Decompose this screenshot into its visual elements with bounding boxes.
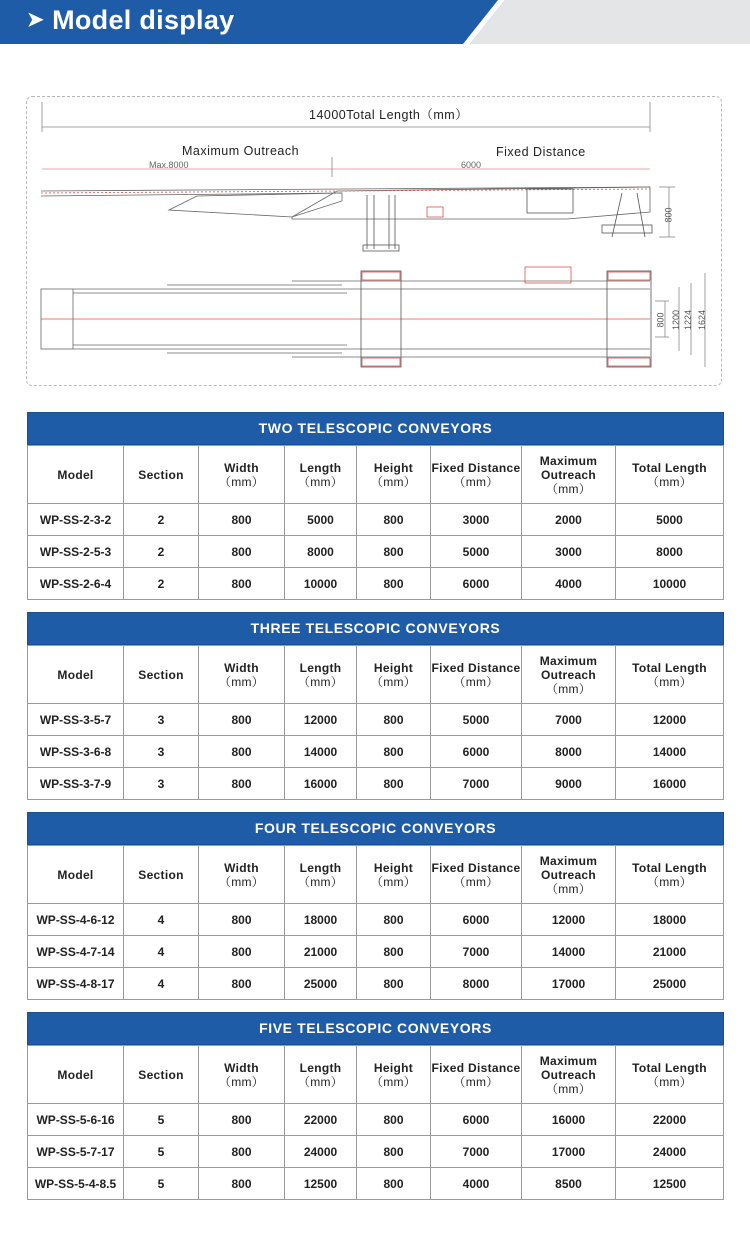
column-header-label: Length [299, 860, 342, 875]
column-header-label: Total Length [632, 460, 707, 475]
column-header [522, 446, 616, 504]
column-header-label: Length [299, 660, 342, 675]
table-cell: 800 [199, 704, 285, 736]
column-header-unit: （mm） [646, 474, 693, 489]
table-row [28, 904, 724, 936]
page-title-text: Model display [52, 5, 235, 35]
table-row [28, 768, 724, 800]
table-cell: 8500 [522, 1168, 616, 1200]
table-cell: 800 [357, 904, 431, 936]
section-header [0, 0, 750, 44]
table-cell: 800 [199, 968, 285, 1000]
column-header-unit: （mm） [218, 874, 265, 889]
max-outreach-label: Maximum Outreach [182, 144, 300, 158]
column-header [431, 446, 522, 504]
table-row [28, 936, 724, 968]
table-cell: 2 [124, 568, 199, 600]
model-cell: WP-SS-4-8-17 [28, 968, 124, 1000]
table-cell: 7000 [522, 704, 616, 736]
chevron-right-icon: ➤ [27, 9, 45, 31]
column-header-label: Model [57, 467, 94, 482]
model-cell: WP-SS-5-6-16 [28, 1104, 124, 1136]
column-header [199, 1046, 285, 1104]
column-header [522, 1046, 616, 1104]
column-header-unit: （mm） [297, 1074, 344, 1089]
table-cell: 800 [357, 568, 431, 600]
table-header-row [28, 846, 724, 904]
column-header [431, 646, 522, 704]
table-cell: 3 [124, 736, 199, 768]
table-cell: 5000 [616, 504, 724, 536]
model-cell: WP-SS-2-5-3 [28, 536, 124, 568]
column-header [199, 846, 285, 904]
column-header-label: Length [299, 460, 342, 475]
table-cell: 4 [124, 968, 199, 1000]
table-cell: 24000 [285, 1136, 357, 1168]
table-cell: 800 [199, 904, 285, 936]
table-cell: 12000 [522, 904, 616, 936]
table-cell: 8000 [522, 736, 616, 768]
table-cell: 800 [199, 536, 285, 568]
table-header-row [28, 646, 724, 704]
column-header-label: Maximum Outreach [539, 1053, 598, 1082]
table-cell: 6000 [431, 904, 522, 936]
column-header-label: Section [138, 1067, 184, 1082]
column-header-label: Section [138, 467, 184, 482]
column-header [522, 846, 616, 904]
column-header-label: Width [224, 660, 259, 675]
column-header-label: Height [373, 460, 414, 475]
column-header-label: Maximum Outreach [539, 453, 598, 482]
table-cell: 25000 [285, 968, 357, 1000]
table-cell: 14000 [285, 736, 357, 768]
table-cell: 3 [124, 768, 199, 800]
column-header-unit: （mm） [453, 874, 499, 889]
column-header [616, 446, 724, 504]
column-header-label: Width [224, 1060, 259, 1075]
column-header-label: Width [224, 860, 259, 875]
plan-dim-1224: 1224 [683, 309, 694, 331]
column-header-unit: （mm） [370, 1074, 417, 1089]
table-cell: 5 [124, 1168, 199, 1200]
table-cell: 17000 [522, 1136, 616, 1168]
table-cell: 12000 [616, 704, 724, 736]
table-cell: 16000 [616, 768, 724, 800]
table-cell: 800 [357, 1168, 431, 1200]
table-cell: 4 [124, 904, 199, 936]
column-header [124, 646, 199, 704]
column-header [285, 1046, 357, 1104]
table-row [28, 568, 724, 600]
table-cell: 800 [357, 504, 431, 536]
table-cell: 22000 [616, 1104, 724, 1136]
column-header-unit: （mm） [545, 481, 592, 496]
column-header-label: Total Length [632, 1060, 707, 1075]
column-header [522, 646, 616, 704]
conveyor-drawing [26, 96, 722, 386]
table-cell: 5 [124, 1104, 199, 1136]
column-header [431, 1046, 522, 1104]
table-cell: 800 [199, 568, 285, 600]
column-header-unit: （mm） [218, 1074, 265, 1089]
table-title: THREE TELESCOPIC CONVEYORS [27, 612, 724, 645]
model-cell: WP-SS-3-5-7 [28, 704, 124, 736]
fixed-distance-label: Fixed Distance [496, 145, 586, 159]
table-row [28, 704, 724, 736]
spec-table-three [27, 612, 724, 800]
table-cell: 5000 [431, 704, 522, 736]
column-header-unit: （mm） [646, 1074, 693, 1089]
column-header-unit: （mm） [370, 474, 417, 489]
plan-dim-800: 800 [655, 312, 666, 328]
table-cell: 25000 [616, 968, 724, 1000]
column-header [285, 446, 357, 504]
conveyor-diagram [27, 97, 723, 387]
table-cell: 8000 [616, 536, 724, 568]
table-cell: 21000 [285, 936, 357, 968]
table-cell: 9000 [522, 768, 616, 800]
column-header-label: Maximum Outreach [539, 653, 598, 682]
column-header [124, 1046, 199, 1104]
column-header-unit: （mm） [218, 474, 265, 489]
column-header-label: Total Length [632, 660, 707, 675]
column-header-label: Maximum Outreach [539, 853, 598, 882]
table-cell: 16000 [522, 1104, 616, 1136]
column-header-unit: （mm） [297, 674, 344, 689]
model-cell: WP-SS-3-6-8 [28, 736, 124, 768]
table-cell: 10000 [285, 568, 357, 600]
table-cell: 800 [357, 704, 431, 736]
table-row [28, 536, 724, 568]
column-header-label: Width [224, 460, 259, 475]
model-cell: WP-SS-5-7-17 [28, 1136, 124, 1168]
column-header-unit: （mm） [453, 1074, 499, 1089]
column-header-label: Height [373, 860, 414, 875]
column-header [124, 846, 199, 904]
table-title: FIVE TELESCOPIC CONVEYORS [27, 1012, 724, 1045]
table-cell: 3 [124, 704, 199, 736]
table-cell: 14000 [522, 936, 616, 968]
column-header-label: Fixed Distance [431, 660, 521, 675]
column-header-unit: （mm） [218, 674, 265, 689]
table-cell: 800 [199, 736, 285, 768]
column-header-unit: （mm） [297, 474, 344, 489]
table-cell: 17000 [522, 968, 616, 1000]
column-header-unit: （mm） [545, 881, 592, 896]
model-cell: WP-SS-3-7-9 [28, 768, 124, 800]
column-header [616, 846, 724, 904]
table-cell: 4 [124, 936, 199, 968]
table-cell: 5000 [431, 536, 522, 568]
column-header-label: Length [299, 1060, 342, 1075]
table-cell: 800 [357, 536, 431, 568]
table-cell: 4000 [522, 568, 616, 600]
model-cell: WP-SS-4-6-12 [28, 904, 124, 936]
column-header-unit: （mm） [646, 674, 693, 689]
table-cell: 2 [124, 504, 199, 536]
table-cell: 2000 [522, 504, 616, 536]
column-header [199, 446, 285, 504]
spec-table-four [27, 812, 724, 1000]
table-cell: 7000 [431, 1136, 522, 1168]
table-cell: 7000 [431, 768, 522, 800]
table-cell: 5 [124, 1136, 199, 1168]
column-header [28, 1046, 124, 1104]
table-cell: 14000 [616, 736, 724, 768]
model-cell: WP-SS-2-6-4 [28, 568, 124, 600]
table-cell: 8000 [431, 968, 522, 1000]
plan-dim-1200: 1200 [671, 309, 682, 331]
table-cell: 2 [124, 536, 199, 568]
column-header-unit: （mm） [297, 874, 344, 889]
model-cell: WP-SS-4-7-14 [28, 936, 124, 968]
table-cell: 6000 [431, 736, 522, 768]
table-row [28, 504, 724, 536]
table-cell: 800 [199, 1168, 285, 1200]
table-cell: 3000 [522, 536, 616, 568]
table-row [28, 968, 724, 1000]
fixed-distance-dim: 6000 [461, 160, 482, 170]
table-row [28, 1104, 724, 1136]
plan-dim-1624: 1624 [697, 309, 708, 331]
table-cell: 800 [199, 1104, 285, 1136]
table-title: FOUR TELESCOPIC CONVEYORS [27, 812, 724, 845]
table-row [28, 1168, 724, 1200]
table-cell: 18000 [285, 904, 357, 936]
column-header-unit: （mm） [453, 674, 499, 689]
column-header-label: Height [373, 1060, 414, 1075]
table-cell: 800 [199, 936, 285, 968]
column-header [357, 446, 431, 504]
column-header-label: Model [57, 867, 94, 882]
column-header-unit: （mm） [545, 1081, 592, 1096]
spec-table-five [27, 1012, 724, 1200]
table-cell: 18000 [616, 904, 724, 936]
table-cell: 24000 [616, 1136, 724, 1168]
table-cell: 800 [199, 768, 285, 800]
spec-table-two [27, 412, 724, 600]
column-header-unit: （mm） [545, 681, 592, 696]
model-cell: WP-SS-2-3-2 [28, 504, 124, 536]
column-header-unit: （mm） [646, 874, 693, 889]
column-header-label: Fixed Distance [431, 860, 521, 875]
table-cell: 800 [357, 1136, 431, 1168]
table-cell: 800 [199, 504, 285, 536]
table-cell: 800 [357, 936, 431, 968]
column-header-label: Section [138, 867, 184, 882]
total-length-label: 14000Total Length（mm） [309, 108, 469, 122]
column-header-label: Model [57, 667, 94, 682]
column-header [28, 646, 124, 704]
table-cell: 800 [357, 736, 431, 768]
table-cell: 5000 [285, 504, 357, 536]
column-header [199, 646, 285, 704]
model-cell: WP-SS-5-4-8.5 [28, 1168, 124, 1200]
table-cell: 800 [199, 1136, 285, 1168]
column-header [285, 646, 357, 704]
table-cell: 10000 [616, 568, 724, 600]
column-header [616, 646, 724, 704]
height-dim: 800 [663, 207, 674, 223]
table-cell: 800 [357, 1104, 431, 1136]
column-header-unit: （mm） [453, 474, 499, 489]
table-cell: 22000 [285, 1104, 357, 1136]
table-cell: 800 [357, 768, 431, 800]
table-cell: 6000 [431, 568, 522, 600]
column-header-label: Fixed Distance [431, 1060, 521, 1075]
column-header-unit: （mm） [370, 674, 417, 689]
table-cell: 8000 [285, 536, 357, 568]
column-header-label: Section [138, 667, 184, 682]
column-header [28, 846, 124, 904]
column-header-label: Model [57, 1067, 94, 1082]
table-cell: 16000 [285, 768, 357, 800]
table-title: TWO TELESCOPIC CONVEYORS [27, 412, 724, 445]
table-cell: 21000 [616, 936, 724, 968]
table-cell: 4000 [431, 1168, 522, 1200]
table-cell: 12000 [285, 704, 357, 736]
column-header-label: Total Length [632, 860, 707, 875]
column-header [357, 646, 431, 704]
table-cell: 800 [357, 968, 431, 1000]
column-header [28, 446, 124, 504]
table-header-row [28, 1046, 724, 1104]
column-header [616, 1046, 724, 1104]
page-title [27, 5, 235, 36]
table-cell: 12500 [285, 1168, 357, 1200]
table-cell: 7000 [431, 936, 522, 968]
column-header-label: Fixed Distance [431, 460, 521, 475]
column-header-label: Height [373, 660, 414, 675]
column-header [431, 846, 522, 904]
table-cell: 12500 [616, 1168, 724, 1200]
column-header [357, 846, 431, 904]
column-header [357, 1046, 431, 1104]
max-outreach-dim: Max.8000 [149, 160, 189, 170]
table-header-row [28, 446, 724, 504]
table-cell: 6000 [431, 1104, 522, 1136]
column-header [124, 446, 199, 504]
table-cell: 3000 [431, 504, 522, 536]
table-row [28, 736, 724, 768]
column-header [285, 846, 357, 904]
column-header-unit: （mm） [370, 874, 417, 889]
table-row [28, 1136, 724, 1168]
